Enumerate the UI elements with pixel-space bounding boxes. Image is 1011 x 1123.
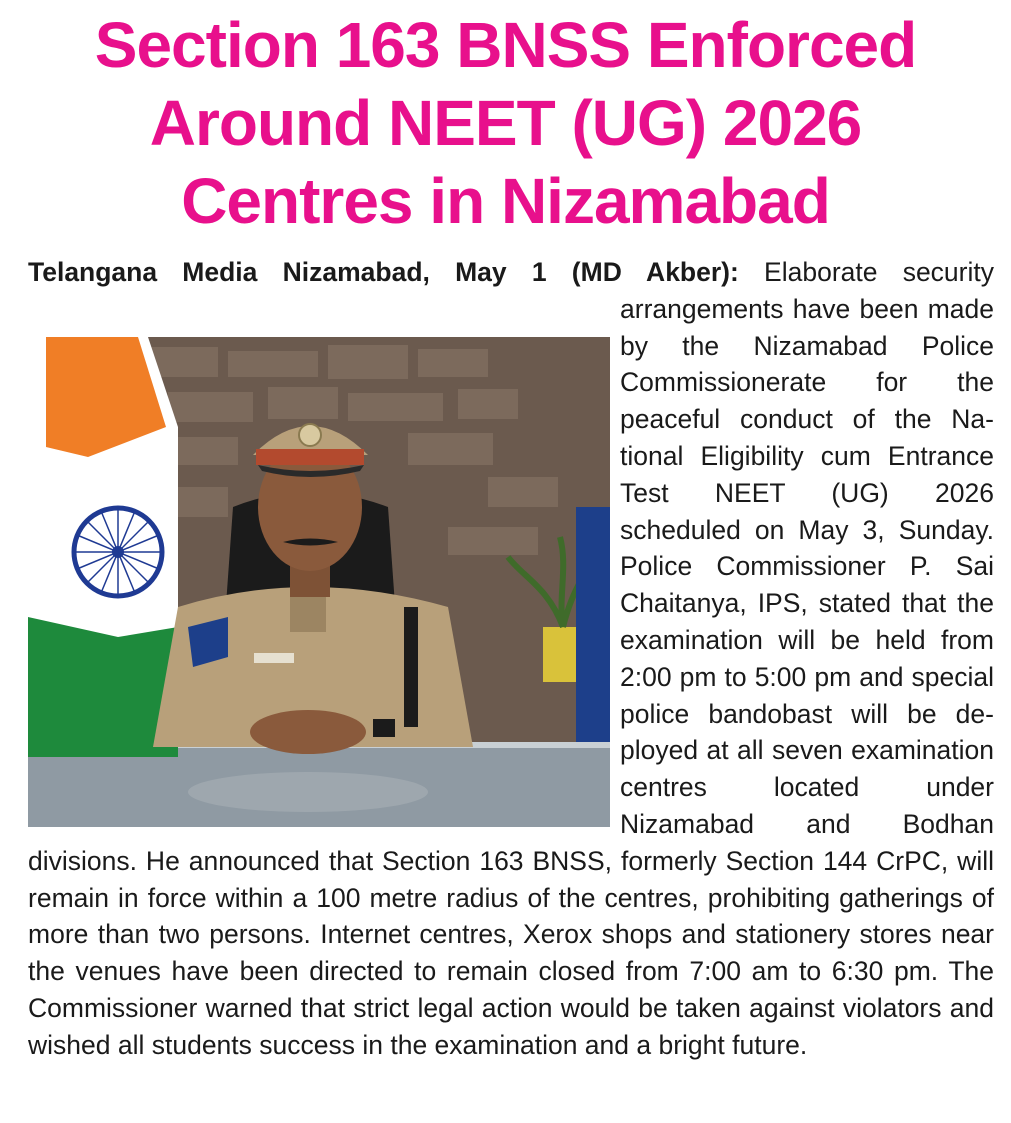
article-body (28, 254, 994, 1064)
headline (0, 6, 1011, 240)
news-photo (28, 337, 610, 827)
article-text: Elaborate security arrangements have been made by the Nizamabad Police Commissionerate for the peaceful conduct of the National Eligibility cum Entrance Test NEET (UG) 2026 scheduled on May 3, Sunday. Police Commissioner P. Sai Chaitanya, IPS, stated that the examination will be held from 2:00 pm to 5:00 pm and special police bandobast will be deployed at all seven examination centres located under Nizamabad and Bodhan divisions. He announced that Section 163 BNSS, formerly Section 144 CrPC, will remain in force within a 100 metre radius of the centres, prohibiting gatherings of more than two persons. Internet centres, Xerox shops and stationery stores near the venues have been directed to remain closed from 7:00 am to 6:30 pm. The Commissioner warned that strict legal action would be taken against violators and wished all students success in the examination and a bright future. (28, 257, 994, 1060)
headline-line-3: Centres in Nizamabad (181, 165, 830, 237)
byline: Telangana Media Nizamabad, May 1 (MD Akber): (28, 257, 739, 287)
police-officer-portrait-icon (28, 337, 610, 827)
headline-line-2: Around NEET (UG) 2026 (149, 87, 862, 159)
headline-line-1: Section 163 BNSS Enforced (94, 9, 917, 81)
